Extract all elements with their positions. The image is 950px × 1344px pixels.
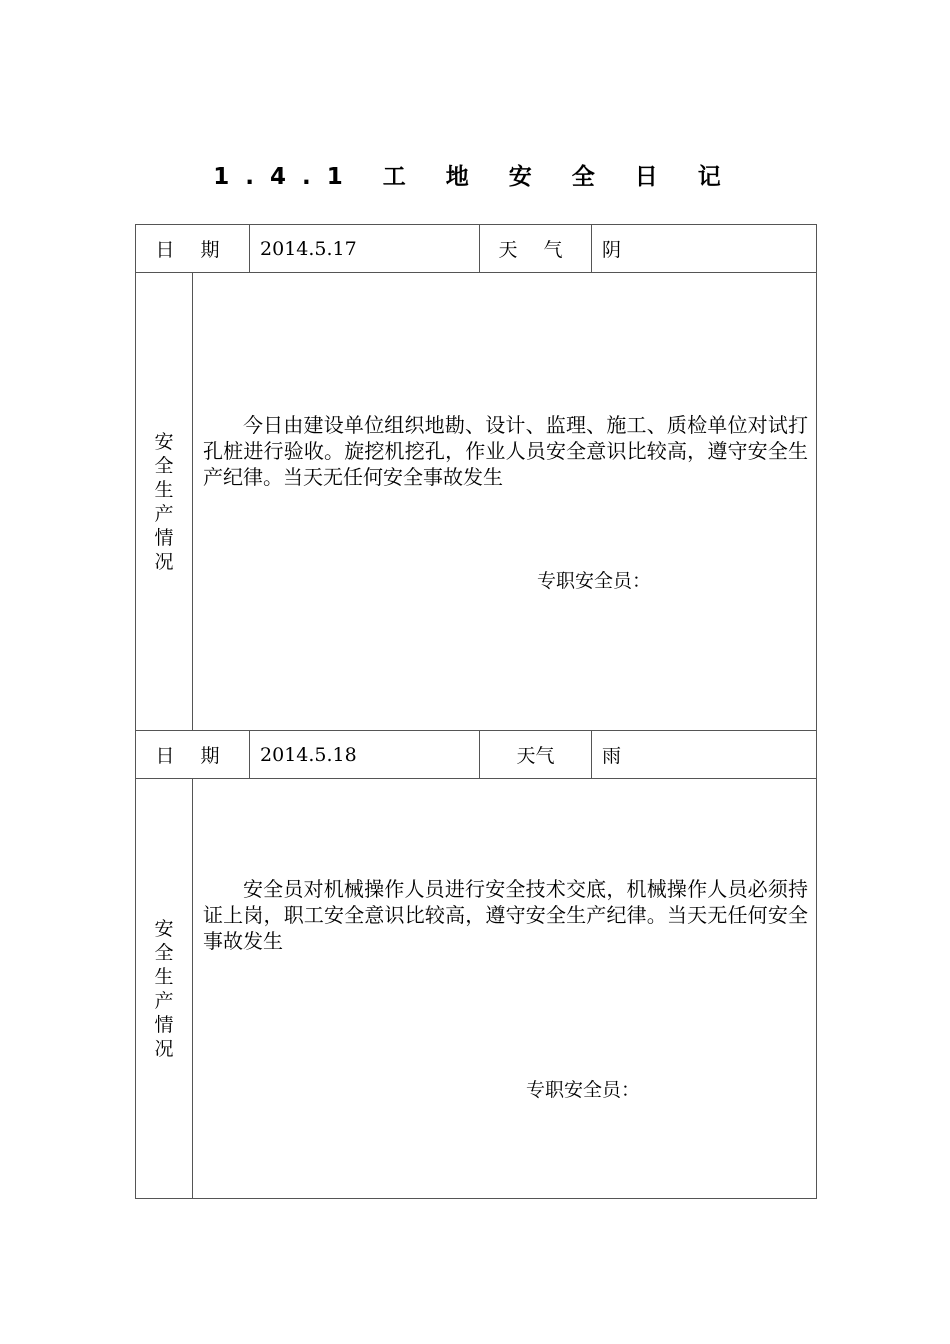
date-label: 日 期 — [136, 225, 250, 273]
entry-1-header-row — [136, 225, 817, 273]
entry-content: 安全员对机械操作人员进行安全技术交底，机械操作人员必须持证上岗，职工安全意识比较高，遵守安全生产纪律。当天无任何安全事故发生 — [203, 877, 809, 953]
date-label: 日 期 — [136, 731, 250, 779]
safety-officer-signature-label: 专职安全员： — [537, 570, 652, 592]
entry-2-content-cell — [193, 779, 817, 1199]
date-value: 2014.5.18 — [250, 731, 480, 779]
weather-value: 雨 — [592, 731, 817, 779]
section-label: 安全生产情况 — [154, 430, 174, 573]
entry-2-body-row — [136, 779, 817, 1199]
date-value: 2014.5.17 — [250, 225, 480, 273]
section-label-cell — [136, 273, 193, 731]
entry-2-header-row — [136, 731, 817, 779]
entry-content: 今日由建设单位组织地勘、设计、监理、施工、质检单位对试打孔桩进行验收。旋挖机挖孔，作业人员安全意识比较高，遵守安全生产纪律。当天无任何安全事故发生 — [203, 413, 809, 489]
entry-1-body-row — [136, 273, 817, 731]
safety-officer-signature-label: 专职安全员： — [526, 1079, 641, 1101]
entry-1-content-cell — [193, 273, 817, 731]
section-label: 安全生产情况 — [154, 917, 174, 1060]
section-label-cell — [136, 779, 193, 1199]
safety-log-table — [135, 224, 817, 1199]
page-title: 1.4.1 工 地 安 全 日 记 — [213, 164, 737, 190]
weather-label: 天 气 — [480, 225, 592, 273]
weather-value: 阴 — [592, 225, 817, 273]
weather-label: 天气 — [480, 731, 592, 779]
